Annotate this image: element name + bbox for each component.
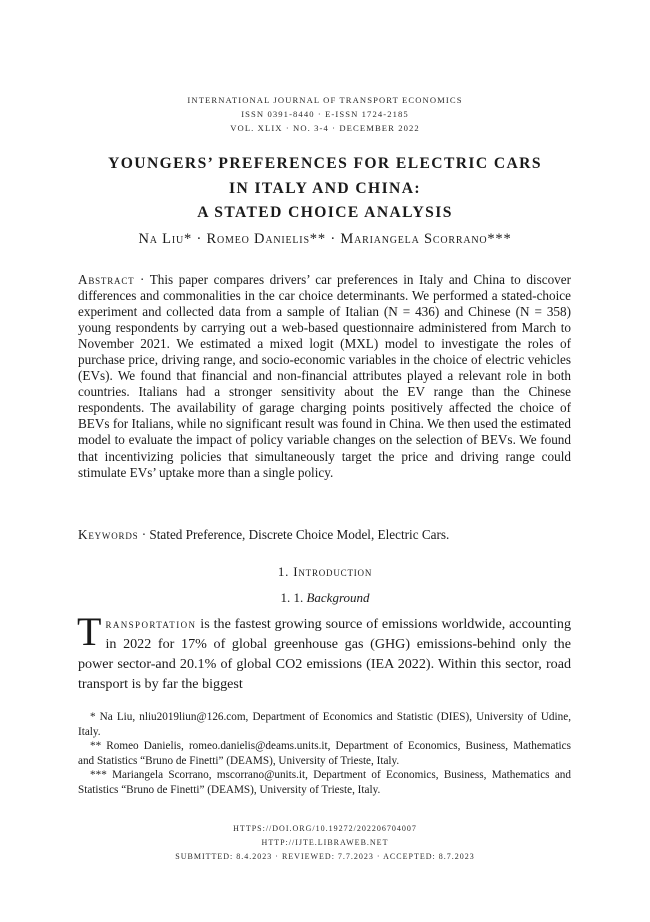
intro-text: is the fastest growing source of emissions worldwide, accounting in 2022 for 17% of global greenhouse gas (GHG) emissions-behind only the power sector-and 20.1% of global CO2 emissions (IEA 2022). Within this sector, road transport is by far the biggest (78, 616, 571, 692)
title-line-3: A STATED CHOICE ANALYSIS (197, 204, 453, 221)
abstract (78, 272, 571, 481)
footnote-2: ** Romeo Danielis, romeo.danielis@deams.units.it, Department of Economics, Business, Mathematics and Statistics “Bruno de Finetti” (DEAMS), University of Trieste, Italy. (78, 740, 571, 767)
abstract-label: Abstract (78, 272, 135, 287)
keywords (78, 527, 571, 543)
intro-smallcaps: ransportation (105, 616, 197, 631)
doi-link[interactable]: HTTPS://DOI.ORG/10.19272/202206704007 (233, 824, 417, 833)
subsection-title: Background (306, 590, 370, 605)
footnotes (78, 710, 571, 798)
footnote-3: *** Mariangela Scorrano, mscorrano@units.it, Department of Economics, Business, Mathematics and Statistics “Bruno de Finetti” (DEAMS), University of Trieste, Italy. (78, 769, 571, 796)
submission-dates: SUBMITTED: 8.4.2023 · REVIEWED: 7.7.2023 · ACCEPTED: 8.7.2023 (175, 852, 475, 861)
journal-name: INTERNATIONAL JOURNAL OF TRANSPORT ECONOMICS (187, 95, 463, 105)
keywords-text: · Stated Preference, Discrete Choice Model, Electric Cars. (138, 527, 450, 542)
intro-paragraph (77, 609, 571, 694)
journal-issn: ISSN 0391-8440 · E-ISSN 1724-2185 (241, 109, 409, 119)
title-line-1: YOUNGERS’ PREFERENCES FOR ELECTRIC CARS (108, 155, 542, 172)
journal-volume: VOL. XLIX · NO. 3-4 · DECEMBER 2022 (230, 123, 420, 133)
keywords-label: Keywords (78, 527, 139, 542)
author-list: Na Liu* · Romeo Danielis** · Mariangela Scorrano*** (138, 231, 512, 247)
journal-header (0, 93, 650, 135)
journal-url[interactable]: HTTP://IJTE.LIBRAWEB.NET (261, 838, 389, 847)
section-heading: 1. Introduction (277, 564, 373, 579)
article-metadata (0, 822, 650, 864)
footnote-1: * Na Liu, nliu2019liun@126.com, Department of Economics and Statistic (DIES), University of Udine, Italy. (78, 711, 571, 738)
subsection-number: 1. 1. (280, 590, 307, 605)
subsection-heading (0, 590, 650, 606)
title-line-2: IN ITALY AND CHINA: (229, 179, 421, 197)
drop-cap: T (77, 609, 102, 654)
paper-title (0, 152, 650, 226)
abstract-text: · This paper compares drivers’ car preferences in Italy and China to discover differences and commonalities in the car choice determinants. We performed a stated-choice experiment and collected data from a sample of Italian (N = 436) and Chinese (N = 358) young respondents by carrying out a web-based questionnaire administered from March to November 2021. We estimated a mixed logit (MXL) model to investigate the roles of purchase price, driving range, and socio-economic variables in the choice of electric vehicles (EVs). We found that financial and non-financial attributes played a relevant role in both countries. Italians had a stronger sensitivity about the EV range than the Chinese respondents. The availability of garage charging points positively affected the choice of BEVs for Italians, while no significant result was found in China. We then used the estimated model to evaluate the impact of policy variable changes on the selection of BEVs. We found that incentivizing policies that simultaneously target the price and driving range could stimulate EVs’ uptake more than a single policy. (78, 272, 571, 480)
